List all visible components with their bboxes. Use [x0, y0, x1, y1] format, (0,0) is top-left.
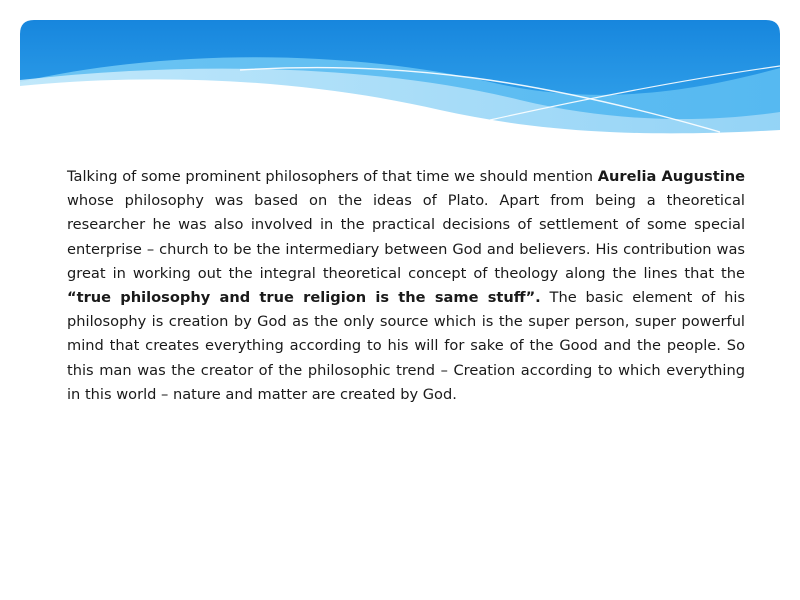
philosopher-name: Aurelia Augustine — [597, 168, 745, 185]
header-wave-banner — [20, 20, 780, 140]
body-paragraph — [67, 165, 745, 407]
wave-graphic — [20, 20, 780, 140]
paragraph-text-1: Talking of some prominent philosophers of that time we should mention — [67, 168, 598, 185]
paragraph-text-3: The basic element of his philosophy is creation by God as the only source which is the super person, super powerful mind that creates everything according to his will for sake of the Good and the people. So this man was the creator of the philosophic trend – Creation according to which everything in this world – nature and matter are created by God. — [67, 289, 745, 403]
quote-highlight: “true philosophy and true religion is the same stuff”. — [67, 289, 541, 307]
paragraph-text-2: whose philosophy was based on the ideas of Plato. Apart from being a theoretical researcher he was also involved in the practical decisions of settlement of some special enterprise – church to be the intermediary between God and believers. His contribution was great in working out the integral theoretical concept of theology along the lines that the — [67, 192, 745, 282]
